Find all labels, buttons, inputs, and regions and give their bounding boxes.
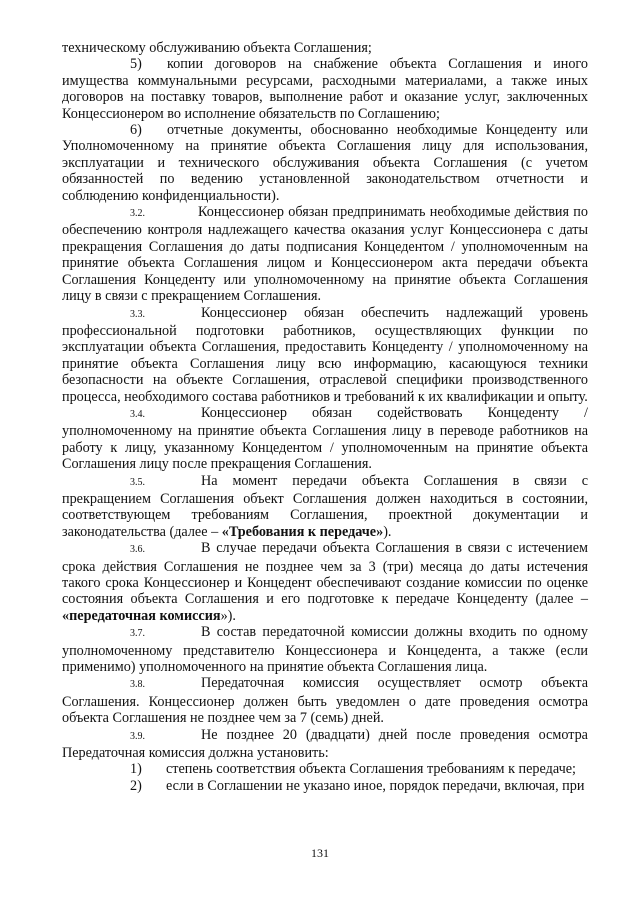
clause-text-end: ). [383,523,392,540]
clause-number: 3.3. [130,308,145,320]
clause-number: 3.9. [130,730,145,742]
clause-text: Концессионер обязан содействовать Концеденту / уполномоченному на принятие объекта Соглашения лицу в переводе работников на работу к лицу, указанному Концедентом / уполномоченным на принятие объекта Соглашения лицу после прекращения Соглашения. [62,404,588,473]
clause-text: Концессионер обязан обеспечить надлежащий уровень профессиональной подготовки работников, осуществляющих функции по эксплуатации объекта Соглашения, предоставить Концеденту / уполномоченному на принятие объекта Соглашения лицу всю информацию, касающуюся техники безопасности на объекте Соглашения, отраслевой специфики производственного процесса, необходимого состава работников и требований к их квалификации и опыту. [62,304,588,405]
clause-3-5 [62,473,588,541]
subitem-1 [62,761,588,777]
clause-number: 3.6. [130,544,145,556]
list-text: отчетные документы, обоснованно необходимые Концеденту или Уполномоченному на принятие объекта Соглашения лицу для использования, эксплуатации и технического обслуживания объекта Соглашения (с учетом обязанностей по ведению установленной законодательством отчетности и соблюдению конфиденциальности). [62,122,588,204]
clause-3-8 [62,675,588,726]
defined-term: «передаточная комиссия [62,607,221,624]
clause-3-4 [62,405,588,473]
page-number: 131 [311,846,329,860]
clause-text: На момент передачи объекта Соглашения в связи с прекращением Соглашения объект Соглашения должен находиться в состоянии, соответствующем требованиям Соглашения, проектной документации и законодательства (далее – [62,472,588,540]
list-text: копии договоров на снабжение объекта Соглашения и иного имущества коммунальными ресурсами, расходными материалами, а также иных договоров на поставку товаров, выполнение работ и оказание услуг, заключенных Концессионером во исполнение обязательств по Соглашению; [62,56,588,122]
clause-3-6 [62,540,588,624]
clause-text: Не позднее 20 (двадцати) дней после проведения осмотра Передаточная комиссия должна установить: [62,726,588,762]
clause-number: 3.7. [130,628,145,640]
clause-3-2 [62,204,588,304]
clause-3-3 [62,305,588,405]
list-item-5 [62,56,588,122]
clause-text-end: »). [220,607,236,624]
list-number: 5) [130,56,142,73]
clause-number: 3.8. [130,679,145,691]
defined-term: «Требования к передаче» [221,523,384,540]
clause-3-7 [62,624,588,675]
list-number: 6) [130,122,142,139]
clause-text: В случае передачи объекта Соглашения в связи с истечением срока действия Соглашения не позднее чем за 3 (три) месяца до даты истечения такого срока Концессионер и Концедент обеспечивают создание комиссии по оценке состояния объекта Соглашения и его подготовке к передаче Концеденту (далее – [62,540,588,608]
clause-number: 3.4. [130,408,145,420]
clause-number: 3.5. [130,476,145,488]
list-number: 1) [130,761,142,778]
clause-text: В состав передаточной комиссии должны входить по одному уполномоченному представителю Концессионера и Концедента, а также (если применимо) уполномоченного на принятие объекта Соглашения лица. [62,624,588,676]
document-page [62,40,588,794]
clause-number: 3.2. [130,208,145,220]
continuation-line: техническому обслуживанию объекта Соглашения; [62,40,372,56]
list-text: степень соответствия объекта Соглашения требованиям к передаче; [166,761,576,778]
clause-3-9 [62,727,588,762]
list-number: 2) [130,777,142,794]
subitem-2 [62,778,588,794]
list-text: если в Соглашении не указано иное, порядок передачи, включая, при [166,777,585,794]
list-item-6 [62,122,588,204]
clause-text: Передаточная комиссия осуществляет осмотр объекта Соглашения. Концессионер должен быть уведомлен о дате проведения осмотра объекта Соглашения не позднее чем за 7 (семь) дней. [62,675,588,727]
clause-text: Концессионер обязан предпринимать необходимые действия по обеспечению контроля надлежащего качества оказания услуг Концессионера с даты прекращения Соглашения до даты подписания Концедентом / уполномоченным на принятие объекта Соглашения лицом и Концессионером акта передачи объекта Соглашения Концеденту или уполномоченному на принятие объекта Соглашения лицу в связи с прекращением Соглашения. [62,204,588,305]
